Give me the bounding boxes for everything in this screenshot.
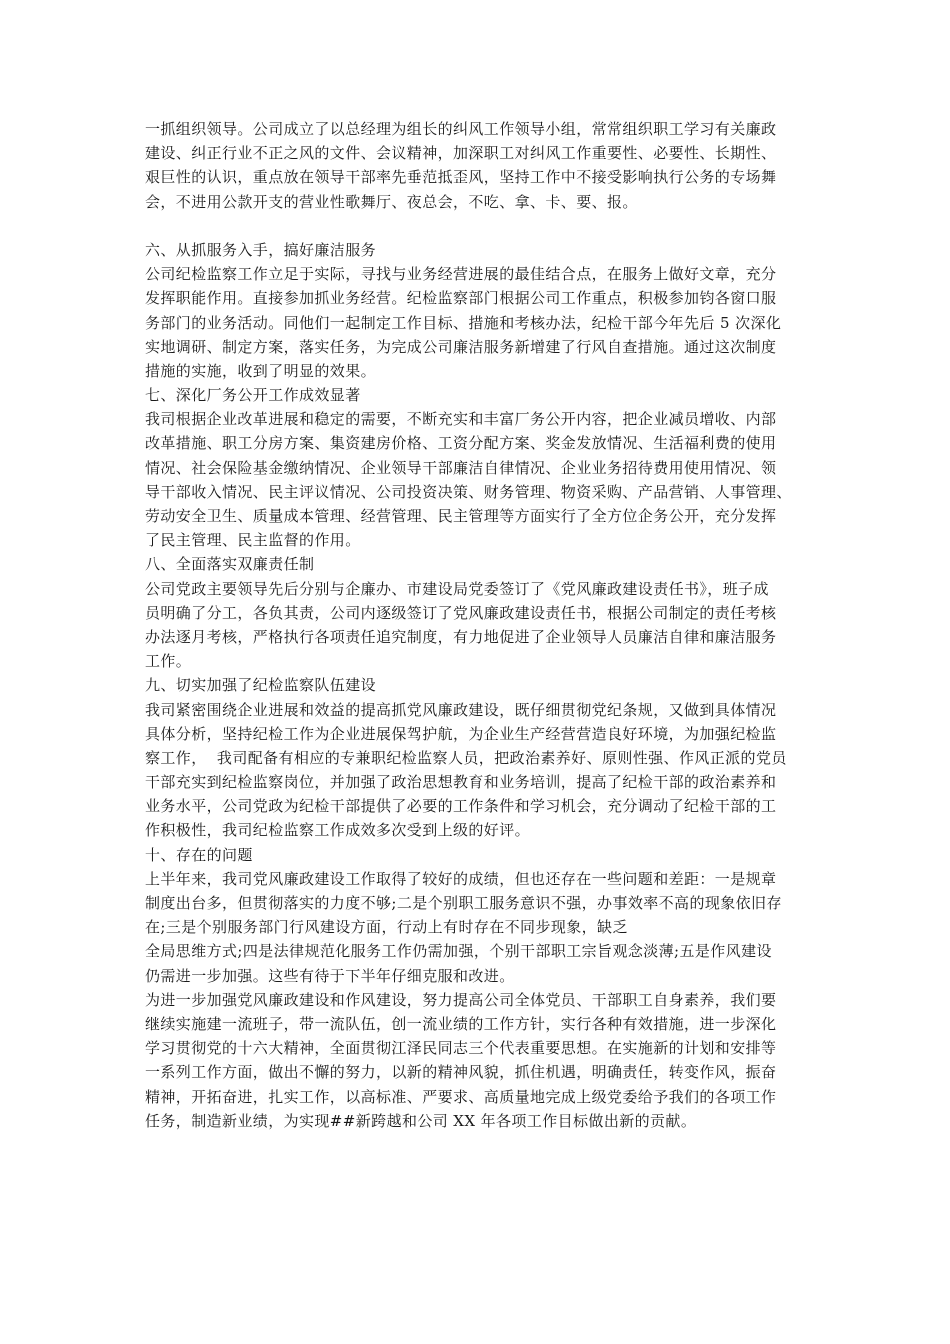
text-line: 一抓组织领导。公司成立了以总经理为组长的纠风工作领导小组，常常组织职工学习有关廉政	[145, 120, 777, 138]
text-line: 继续实施建一流班子，带一流队伍，创一流业绩的工作方针，实行各种有效措施，进一步深化	[145, 1014, 777, 1033]
text-line: 办法逐月考核，严格执行各项责任追究制度，有力地促进了企业领导人员廉洁自律和廉洁服务	[145, 627, 777, 646]
text-line: 会，不进用公款开支的营业性歌舞厅、夜总会，不吃、拿、卡、要、报。	[145, 192, 638, 211]
section-heading: 七、深化厂务公开工作成效显著	[145, 386, 361, 405]
text-line: 作积极性，我司纪检监察工作成效多次受到上级的好评。	[145, 821, 531, 840]
section-heading: 八、全面落实双廉责任制	[145, 555, 315, 574]
section-9	[145, 673, 810, 842]
text-line: 建设、纠正行业不正之风的文件、会议精神，加深职工对纠风工作重要性、必要性、长期性、	[145, 144, 777, 163]
text-line: 发挥职能作用。直接参加抓业务经营。纪检监察部门根据公司工作重点，积极参加钧各窗口服	[145, 289, 777, 308]
section-7	[145, 383, 810, 552]
text-line: 措施的实施，收到了明显的效果。	[145, 361, 377, 380]
intro-paragraph	[145, 117, 810, 214]
text-line: 员明确了分工，各负其责，公司内逐级签订了党风廉政建设责任书，根据公司制定的责任考核	[145, 603, 777, 622]
text-line: 实地调研、制定方案，落实任务，为完成公司廉洁服务新增建了行风自查措施。通过这次制度	[145, 337, 777, 356]
document-body	[145, 117, 810, 1133]
section-heading: 十、存在的问题	[145, 845, 253, 864]
text-line: 公司党政主要领导先后分别与企廉办、市建设局党委签订了《党风廉政建设责任书》，班子成	[145, 579, 769, 598]
text-line: 艰巨性的认识，重点放在领导干部率先垂范抵歪风，坚持工作中不接受影响执行公务的专场舞	[145, 168, 777, 187]
text-line: 导干部收入情况、民主评议情况、公司投资决策、财务管理、物资采购、产品营销、人事管理、	[145, 482, 792, 501]
text-line: 制度出台多，但贯彻落实的力度不够;二是个别职工服务意识不强，办事效率不高的现象依旧存	[145, 894, 782, 912]
text-line: 一系列工作方面，做出不懈的努力，以新的精神风貌，抓住机遇，明确责任，转变作风，振奋	[145, 1063, 777, 1082]
text-line: 察工作， 我司配备有相应的专兼职纪检监察人员，把政治素养好、原则性强、作风正派的党员	[145, 748, 787, 767]
blank-line	[145, 214, 810, 238]
text-line: 干部充实到纪检监察岗位，并加强了政治思想教育和业务培训，提高了纪检干部的政治素养和	[145, 773, 777, 792]
text-line: 我司紧密围绕企业进展和效益的提高抓党风廉政建设，既仔细贯彻党纪条规，又做到具体情况	[145, 700, 777, 719]
text-line: 任务，制造新业绩，为实现##新跨越和公司 XX 年各项工作目标做出新的贡献。	[145, 1111, 697, 1130]
text-line: 上半年来，我司党风廉政建设工作取得了较好的成绩，但也还存在一些问题和差距：一是规章	[145, 869, 777, 888]
section-heading: 九、切实加强了纪检监察队伍建设	[145, 676, 377, 695]
text-line: 具体分析，坚持纪检工作为企业进展保驾护航，为企业生产经营营造良好环境，为加强纪检监	[145, 724, 777, 743]
text-line: 改革措施、职工分房方案、集资建房价格、工资分配方案、奖金发放情况、生活福利费的使用	[145, 434, 777, 453]
text-line: 情况、社会保险基金缴纳情况、企业领导干部廉洁自律情况、企业业务招待费用使用情况、领	[145, 458, 777, 477]
section-8	[145, 552, 810, 673]
text-line: 我司根据企业改革进展和稳定的需要，不断充实和丰富厂务公开内容，把企业减员增收、内部	[145, 410, 777, 429]
text-line: 学习贯彻党的十六大精神，全面贯彻江泽民同志三个代表重要思想。在实施新的计划和安排等	[145, 1039, 777, 1058]
text-line: 为进一步加强党风廉政建设和作风建设，努力提高公司全体党员、干部职工自身素养，我们要	[145, 990, 777, 1009]
text-line: 工作。	[145, 652, 192, 671]
text-line: 了民主管理、民主监督的作用。	[145, 531, 361, 550]
text-line: 仍需进一步加强。这些有待于下半年仔细克服和改进。	[145, 966, 515, 985]
section-10	[145, 843, 810, 1133]
text-line: 业务水平，公司党政为纪检干部提供了必要的工作条件和学习机会，充分调动了纪检干部的工	[145, 797, 777, 816]
text-line: 在;三是个别服务部门行风建设方面，行动上有时存在不同步现象，缺乏	[145, 918, 628, 937]
text-line: 公司纪检监察工作立足于实际，寻找与业务经营进展的最佳结合点，在服务上做好文章，充分	[145, 265, 777, 284]
text-line: 务部门的业务活动。同他们一起制定工作目标、措施和考核办法，纪检干部今年先后 5 次深化	[145, 313, 782, 332]
text-line: 劳动安全卫生、质量成本管理、经营管理、民主管理等方面实行了全方位企务公开，充分发挥	[145, 507, 777, 525]
section-heading: 六、从抓服务入手，搞好廉洁服务	[145, 240, 377, 259]
text-line: 全局思维方式;四是法律规范化服务工作仍需加强，个别干部职工宗旨观念淡薄;五是作风建设	[145, 942, 772, 961]
section-6	[145, 238, 810, 383]
text-line: 精神，开拓奋进，扎实工作，以高标准、严要求、高质量地完成上级党委给予我们的各项工作	[145, 1087, 777, 1106]
